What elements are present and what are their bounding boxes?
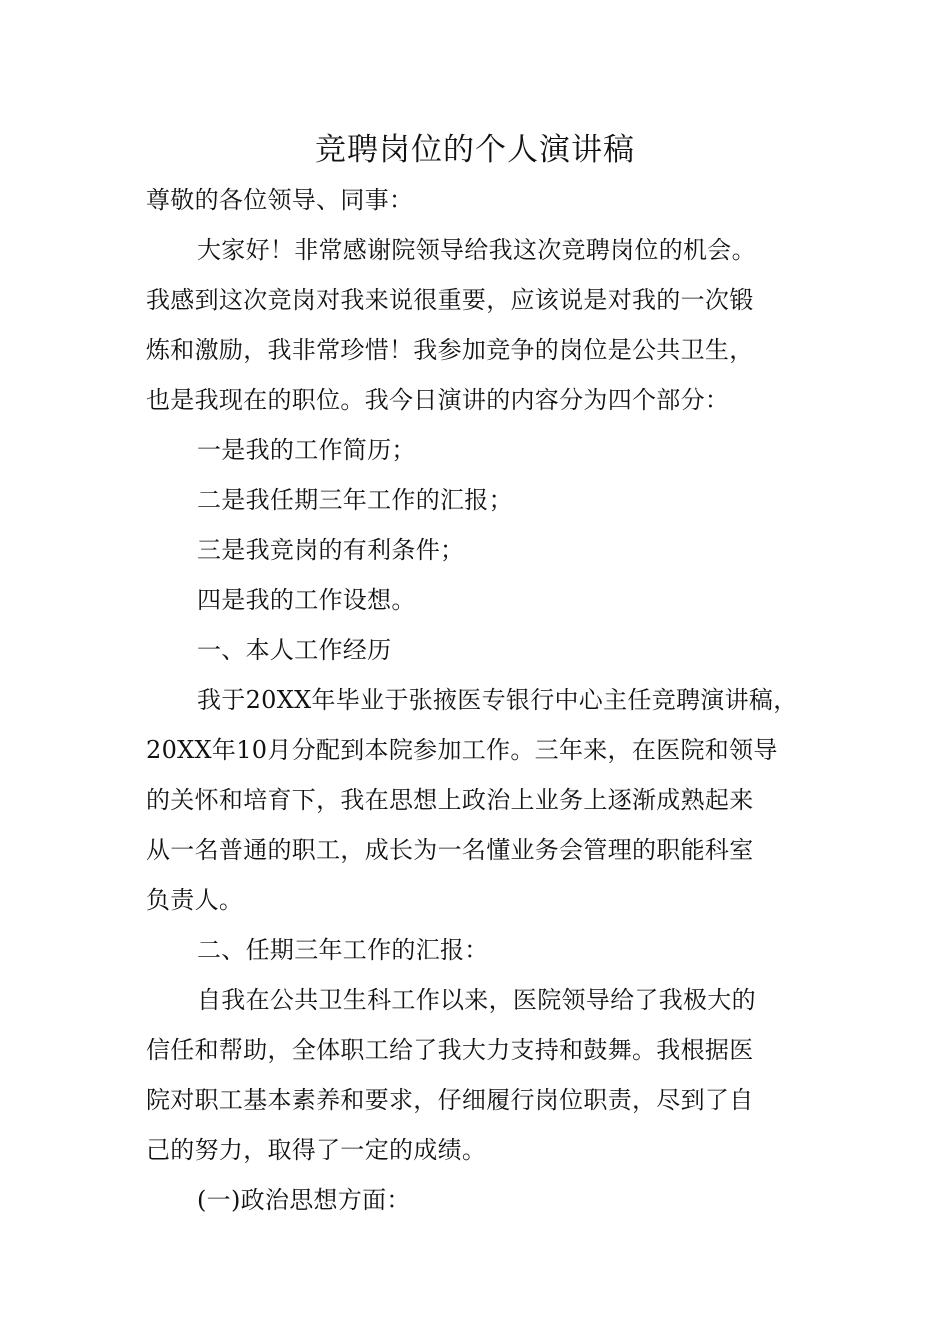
body-line: 也是我现在的职位。我今日演讲的内容分为四个部分： (146, 386, 730, 414)
list-item: 四是我的工作设想。 (197, 586, 416, 614)
body-line: 自我在公共卫生科工作以来，医院领导给了我极大的 (197, 986, 756, 1014)
body-line: 信任和帮助，全体职工给了我大力支持和鼓舞。我根据医 (146, 1036, 754, 1064)
body-line: 大家好！非常感谢院领导给我这次竞聘岗位的机会。 (197, 236, 756, 264)
section-heading: 一、本人工作经历 (197, 636, 392, 664)
list-item: 一是我的工作简历； (197, 436, 416, 464)
subsection-heading: (一)政治思想方面： (197, 1186, 411, 1214)
section-heading: 二、任期三年工作的汇报： (197, 936, 489, 964)
body-line: 的关怀和培育下，我在思想上政治上业务上逐渐成熟起来 (146, 786, 754, 814)
body-line: 炼和激励，我非常珍惜！我参加竞争的岗位是公共卫生， (146, 336, 754, 364)
list-item: 三是我竞岗的有利条件； (197, 536, 465, 564)
body-line: 己的努力，取得了一定的成绩。 (146, 1136, 487, 1164)
body-line: 从一名普通的职工，成长为一名懂业务会管理的职能科室 (146, 836, 754, 864)
body-line: 我感到这次竞岗对我来说很重要，应该说是对我的一次锻 (146, 286, 754, 314)
document-title: 竞聘岗位的个人演讲稿 (315, 132, 635, 168)
list-item: 二是我任期三年工作的汇报； (197, 486, 513, 514)
body-line: 20XX年10月分配到本院参加工作。三年来，在医院和领导 (146, 736, 778, 764)
body-line: 负责人。 (146, 886, 244, 914)
body-line: 我于20XX年毕业于张掖医专银行中心主任竞聘演讲稿， (197, 686, 798, 714)
salutation-line: 尊敬的各位领导、同事： (146, 186, 414, 214)
body-line: 院对职工基本素养和要求，仔细履行岗位职责，尽到了自 (146, 1086, 754, 1114)
